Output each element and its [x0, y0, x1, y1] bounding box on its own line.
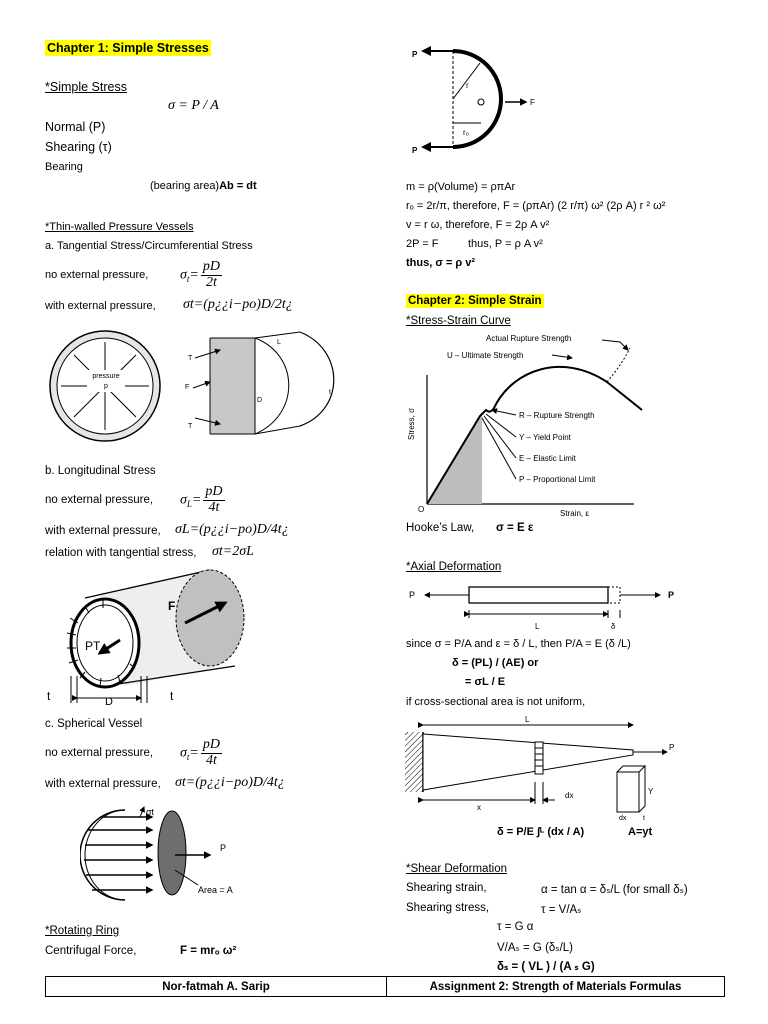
big-f-label: F [168, 599, 176, 613]
v-formula: v = r ω, therefore, F = 2ρ A v² [406, 219, 550, 231]
spherical-with-ext-label: with external pressure, [45, 778, 161, 790]
spherical-vessel-figure [80, 805, 280, 905]
d-label: D [105, 696, 113, 708]
longitudinal-with-ext-formula: σL=(p¿¿i−po)D/4t¿ [175, 522, 289, 537]
shear-strain-formula: α = tan α = δₛ/L (for small δₛ) [541, 884, 688, 896]
stress-strain-figure [402, 330, 657, 520]
actual-rupture-label: Actual Rupture Strength [486, 334, 572, 343]
taper-t: t [643, 815, 645, 822]
cyl-t-bottom: T [188, 423, 193, 430]
thin-walled-heading: *Thin-walled Pressure Vessels [45, 221, 194, 233]
tangential-no-ext-label: no external pressure, [45, 269, 149, 281]
shear-deformation-heading: *Shear Deformation [406, 863, 507, 875]
ring-r: r [466, 81, 469, 90]
spherical-no-ext-label: no external pressure, [45, 747, 154, 759]
cyl-f: F [185, 384, 190, 391]
cyl-t-top: T [188, 355, 193, 362]
t-left-label: t [47, 689, 51, 703]
taper-dx2: dx [619, 815, 627, 822]
pressure-label: pressure [92, 373, 120, 380]
taper-l: L [525, 715, 530, 724]
shear-strain-label: Shearing strain, [406, 882, 487, 894]
thus-sigma-formula: thus, σ = ρ v² [406, 257, 476, 269]
normal-label: Normal (P) [45, 120, 106, 134]
axial-deformation-heading: *Axial Deformation [406, 561, 502, 573]
area-label: Area = A [198, 885, 233, 895]
sphere-p-label: P [220, 843, 227, 853]
ring-r0: r₀ [463, 128, 469, 137]
integral-formula: δ = P/E ∫ᴸ (dx / A) [497, 826, 585, 838]
origin-label: O [418, 505, 425, 514]
longitudinal-no-ext-label: no external pressure, [45, 494, 154, 506]
ultimate-label: U – Ultimate Strength [447, 351, 524, 360]
rotating-ring-heading: *Rotating Ring [45, 925, 120, 937]
shearing-label: Shearing (τ) [45, 140, 112, 154]
pressure-p-label: p [104, 383, 108, 390]
rupture-label: R – Rupture Strength [519, 411, 595, 420]
footer-table [45, 976, 725, 997]
axial-p-right: P [668, 590, 675, 600]
mass-formula: m = ρ(Volume) = ρπAr [406, 181, 516, 193]
tangential-with-ext-label: with external pressure, [45, 300, 156, 312]
centrifugal-label: Centrifugal Force, [45, 945, 137, 957]
hookes-law-formula: σ = E ε [496, 522, 534, 534]
sigma-t-label: σt [146, 807, 155, 817]
longitudinal-cylinder-figure [45, 568, 285, 708]
spherical-vessel-label: c. Spherical Vessel [45, 718, 143, 730]
elastic-label: E – Elastic Limit [519, 454, 576, 463]
taper-p: P [669, 743, 675, 752]
stress-axis-label: Stress, σ [407, 407, 416, 440]
v-as-formula: V/Aₛ = G (δₛ/L) [497, 942, 574, 954]
r0-formula: rₒ = 2r/π, therefore, F = (ρπAr) (2 r/π) ω² (2ρ A) r ² ω² [406, 200, 666, 212]
stress-strain-heading: *Stress-Strain Curve [406, 315, 511, 327]
t-right-label: t [170, 689, 174, 703]
shear-stress-label: Shearing stress, [406, 902, 490, 914]
axial-p-left: P [409, 590, 416, 600]
simple-stress-heading: *Simple Stress [45, 80, 127, 94]
cylinder-hoop-figure [45, 330, 365, 445]
ring-f: F [530, 98, 535, 107]
longitudinal-no-ext-formula: $\sigma_L=$ $\frac{pD}{4t}$ [180, 484, 223, 515]
ring-p-top: P [412, 50, 418, 59]
longitudinal-stress-label: b. Longitudinal Stress [45, 465, 156, 477]
tangential-with-ext-formula: σt=(p¿¿i−po)D/2t¿ [183, 297, 293, 312]
chapter2-title: Chapter 2: Simple Strain [408, 295, 542, 307]
bearing-area: (bearing area)Ab = dt [150, 180, 257, 192]
tapered-bar-figure [405, 712, 695, 824]
axial-l: L [535, 622, 540, 631]
tangential-no-ext-formula: $\sigma_t=$ $\frac{pD}{2t}$ [180, 259, 220, 290]
tau-formula: τ = G α [497, 921, 534, 933]
prop-limit-label: P – Proportional Limit [519, 475, 596, 484]
centrifugal-formula: F = mrₒ ω² [180, 945, 237, 957]
hookes-law-label: Hooke’s Law, [406, 522, 475, 534]
cyl-l: L [277, 339, 281, 346]
footer-assignment: Assignment 2: Strength of Materials Formulas [429, 980, 682, 993]
delta-formula-2: = σL / E [465, 676, 506, 688]
footer-author: Nor-fatmah A. Sarip [46, 977, 387, 996]
pt-label: PT [85, 639, 101, 653]
two-p-formula: 2P = F [406, 238, 439, 250]
chapter1-title: Chapter 1: Simple Stresses [47, 41, 209, 55]
cyl-d: D [257, 397, 263, 404]
since-formula: since σ = P/A and ε = δ / L, then P/A = E (δ /L) [406, 638, 631, 650]
relation-formula: σt=2σL [212, 544, 254, 559]
spherical-no-ext-formula: $\sigma_t=$ $\frac{pD}{4t}$ [180, 737, 220, 768]
taper-y: Y [648, 787, 654, 796]
longitudinal-with-ext-label: with external pressure, [45, 525, 161, 537]
rotating-ring-figure [408, 43, 548, 158]
taper-x: x [477, 803, 481, 812]
ring-p-bottom: P [412, 146, 418, 155]
axial-bar-figure [405, 582, 695, 632]
thus-p-formula: thus, P = ρ A v² [468, 238, 543, 250]
spherical-with-ext-formula: σt=(p¿¿i−po)D/4t¿ [175, 775, 285, 790]
delta-formula: δ = (PL) / (AE) or [452, 657, 539, 669]
cyl-t: t [329, 389, 331, 396]
nonuniform-label: if cross-sectional area is not uniform, [406, 696, 586, 708]
shear-stress-formula: τ = V/Aₛ [541, 904, 582, 916]
yield-label: Y – Yield Point [519, 433, 571, 442]
ds-formula: δₛ = ( VL ) / (A ₛ G) [497, 961, 595, 973]
bearing-label: Bearing [45, 161, 83, 173]
area-formula: A=yt [628, 826, 653, 838]
taper-dx: dx [565, 791, 574, 800]
relation-label: relation with tangential stress, [45, 547, 197, 559]
simple-stress-formula: σ = P / A [168, 98, 219, 113]
strain-axis-label: Strain, ε [560, 509, 589, 518]
tangential-stress-label: a. Tangential Stress/Circumferential Stress [45, 240, 253, 252]
axial-delta: δ [611, 622, 616, 631]
